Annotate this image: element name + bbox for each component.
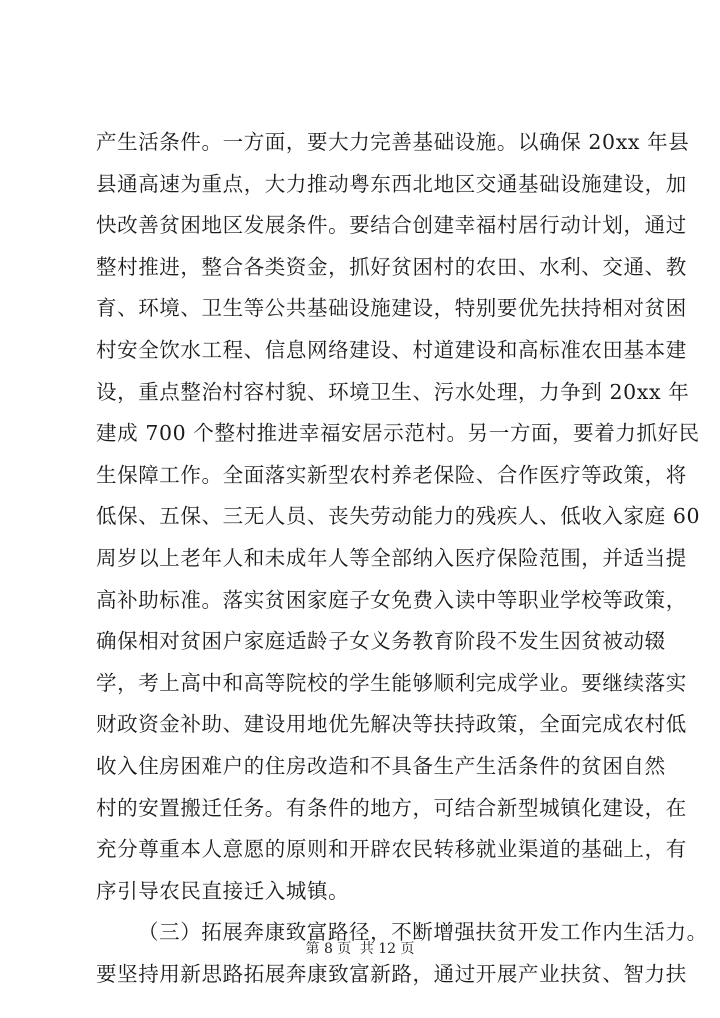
text-line: 要坚持用新思路拓展奔康致富新路，通过开展产业扶贫、智力扶 — [96, 961, 687, 986]
text-line: 育、环境、卫生等公共基础设施建设，特别要优先扶持相对贫困 — [96, 296, 687, 321]
total-pages: 共 12 页 — [359, 941, 415, 957]
text-line: 序引导农民直接迁入城镇。 — [96, 878, 350, 903]
text-line: 整村推进，整合各类资金，抓好贫困村的农田、水利、交通、教 — [96, 254, 687, 279]
text-line: 财政资金补助、建设用地优先解决等扶持政策，全面完成农村低 — [96, 712, 687, 737]
body-text — [96, 122, 708, 995]
section-heading-line: （三）拓展奔康致富路径，不断增强扶贫开发工作内生活力。 — [138, 920, 708, 945]
text-line: 低保、五保、三无人员、丧失劳动能力的残疾人、低收入家庭 60 — [96, 504, 701, 529]
text-line: 县通高速为重点，大力推动粤东西北地区交通基础设施建设，加 — [96, 171, 687, 196]
text-line: 充分尊重本人意愿的原则和开辟农民转移就业渠道的基础上，有 — [96, 837, 687, 862]
text-line: 收入住房困难户的住房改造和不具备生产生活条件的贫困自然 — [96, 753, 666, 778]
page-footer — [0, 938, 720, 958]
text-line: 村的安置搬迁任务。有条件的地方，可结合新型城镇化建设，在 — [96, 795, 687, 820]
text-line: 快改善贫困地区发展条件。要结合创建幸福村居行动计划，通过 — [96, 213, 687, 238]
text-line: 生保障工作。全面落实新型农村养老保险、合作医疗等政策，将 — [96, 462, 687, 487]
page-number: 第 8 页 — [305, 941, 352, 957]
text-line: 学，考上高中和高等院校的学生能够顺利完成学业。要继续落实 — [96, 670, 687, 695]
text-line: 建成 700 个整村推进幸福安居示范村。另一方面，要着力抓好民 — [96, 421, 700, 446]
text-line: 产生活条件。一方面，要大力完善基础设施。以确保 20xx 年县 — [96, 130, 690, 154]
text-line: 确保相对贫困户家庭适龄子女义务教育阶段不发生因贫被动辍 — [96, 629, 666, 654]
text-line: 设，重点整治村容村貌、环境卫生、污水处理，力争到 20xx 年 — [96, 379, 690, 404]
text-line: 高补助标准。落实贫困家庭子女免费入读中等职业学校等政策， — [96, 587, 687, 612]
text-line: 周岁以上老年人和未成年人等全部纳入医疗保险范围，并适当提 — [96, 545, 687, 570]
text-line: 村安全饮水工程、信息网络建设、村道建设和高标准农田基本建 — [96, 337, 687, 362]
